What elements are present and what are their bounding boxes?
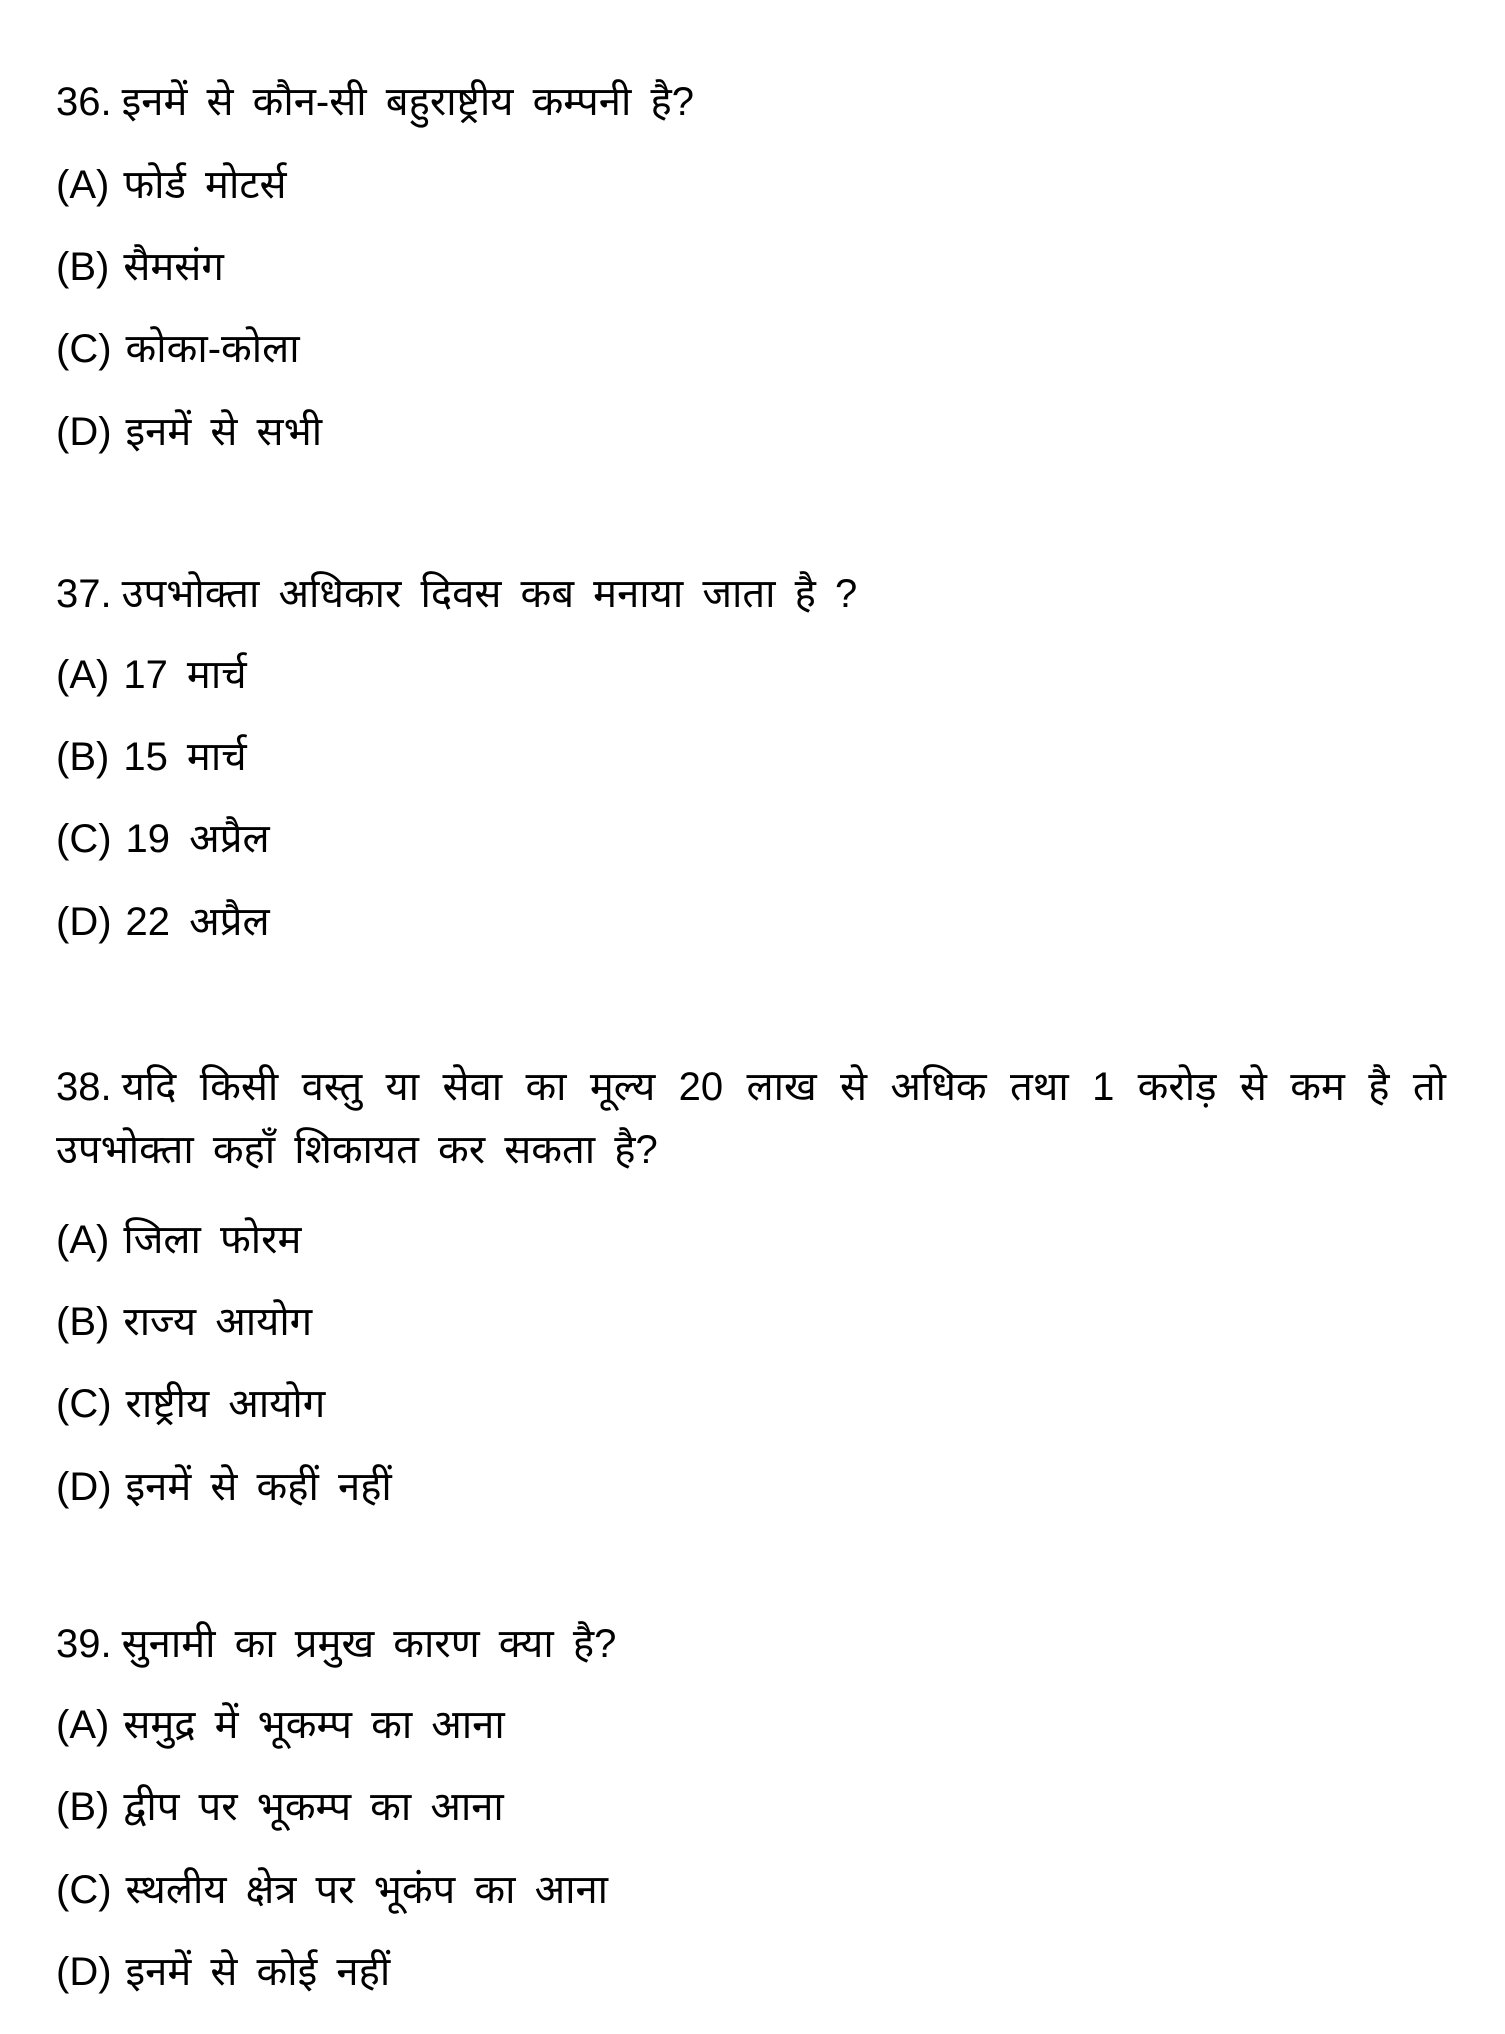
option-text: इनमें से सभी <box>125 410 323 454</box>
question-text <box>56 82 694 122</box>
option-label: (D) <box>56 900 112 944</box>
option-text: द्वीप पर भूकम्प का आना <box>123 1785 504 1829</box>
option-label: (B) <box>56 1300 110 1344</box>
option-label: (B) <box>56 735 110 779</box>
question-number: 38. <box>56 1065 112 1109</box>
option-d <box>56 902 270 942</box>
question-body: सुनामी का प्रमुख कारण क्या है? <box>121 1622 617 1666</box>
question-text <box>56 574 857 614</box>
option-label: (D) <box>56 410 112 454</box>
question-body-line-1: यदि किसी वस्तु या सेवा का मूल्य 20 लाख से अधिक तथा 1 करोड़ से कम है तो <box>121 1065 1446 1109</box>
option-label: (B) <box>56 245 110 289</box>
option-label: (B) <box>56 1785 110 1829</box>
option-a <box>56 1220 301 1260</box>
option-label: (C) <box>56 817 112 861</box>
option-label: (A) <box>56 1703 110 1747</box>
option-b <box>56 1787 504 1827</box>
option-label: (C) <box>56 327 112 371</box>
option-c <box>56 329 300 369</box>
option-a <box>56 165 287 205</box>
question-body: उपभोक्ता अधिकार दिवस कब मनाया जाता है ? <box>121 572 858 616</box>
option-d <box>56 412 322 452</box>
option-text: इनमें से कोई नहीं <box>125 1950 391 1994</box>
option-label: (A) <box>56 163 110 207</box>
option-label: (D) <box>56 1465 112 1509</box>
option-text: 17 मार्च <box>123 653 247 697</box>
option-text: सैमसंग <box>123 245 224 289</box>
option-c <box>56 1384 325 1424</box>
option-text: राष्ट्रीय आयोग <box>125 1382 326 1426</box>
option-text: जिला फोरम <box>123 1218 302 1262</box>
option-label: (A) <box>56 653 110 697</box>
option-c <box>56 1870 608 1910</box>
option-text: स्थलीय क्षेत्र पर भूकंप का आना <box>125 1868 609 1912</box>
option-d <box>56 1952 390 1992</box>
question-text-line-2 <box>56 1130 658 1170</box>
option-b <box>56 737 247 777</box>
option-b <box>56 247 224 287</box>
option-label: (C) <box>56 1868 112 1912</box>
question-body: इनमें से कौन-सी बहुराष्ट्रीय कम्पनी है? <box>121 80 694 124</box>
option-text: समुद्र में भूकम्प का आना <box>123 1703 505 1747</box>
question-text-line-1 <box>56 1067 1446 1107</box>
option-label: (D) <box>56 1950 112 1994</box>
option-d <box>56 1467 392 1507</box>
question-number: 39. <box>56 1622 112 1666</box>
question-body-line-2: उपभोक्ता कहाँ शिकायत कर सकता है? <box>56 1128 658 1172</box>
option-text: 22 अप्रैल <box>125 900 270 944</box>
option-text: इनमें से कहीं नहीं <box>125 1465 392 1509</box>
question-number: 36. <box>56 80 112 124</box>
option-label: (A) <box>56 1218 110 1262</box>
option-c <box>56 819 270 859</box>
option-text: 15 मार्च <box>123 735 247 779</box>
option-text: फोर्ड मोटर्स <box>123 163 287 207</box>
question-number: 37. <box>56 572 112 616</box>
question-text <box>56 1624 616 1664</box>
option-label: (C) <box>56 1382 112 1426</box>
option-a <box>56 1705 505 1745</box>
option-text: राज्य आयोग <box>123 1300 313 1344</box>
option-text: 19 अप्रैल <box>125 817 270 861</box>
option-text: कोका-कोला <box>125 327 300 371</box>
option-b <box>56 1302 312 1342</box>
option-a <box>56 655 247 695</box>
